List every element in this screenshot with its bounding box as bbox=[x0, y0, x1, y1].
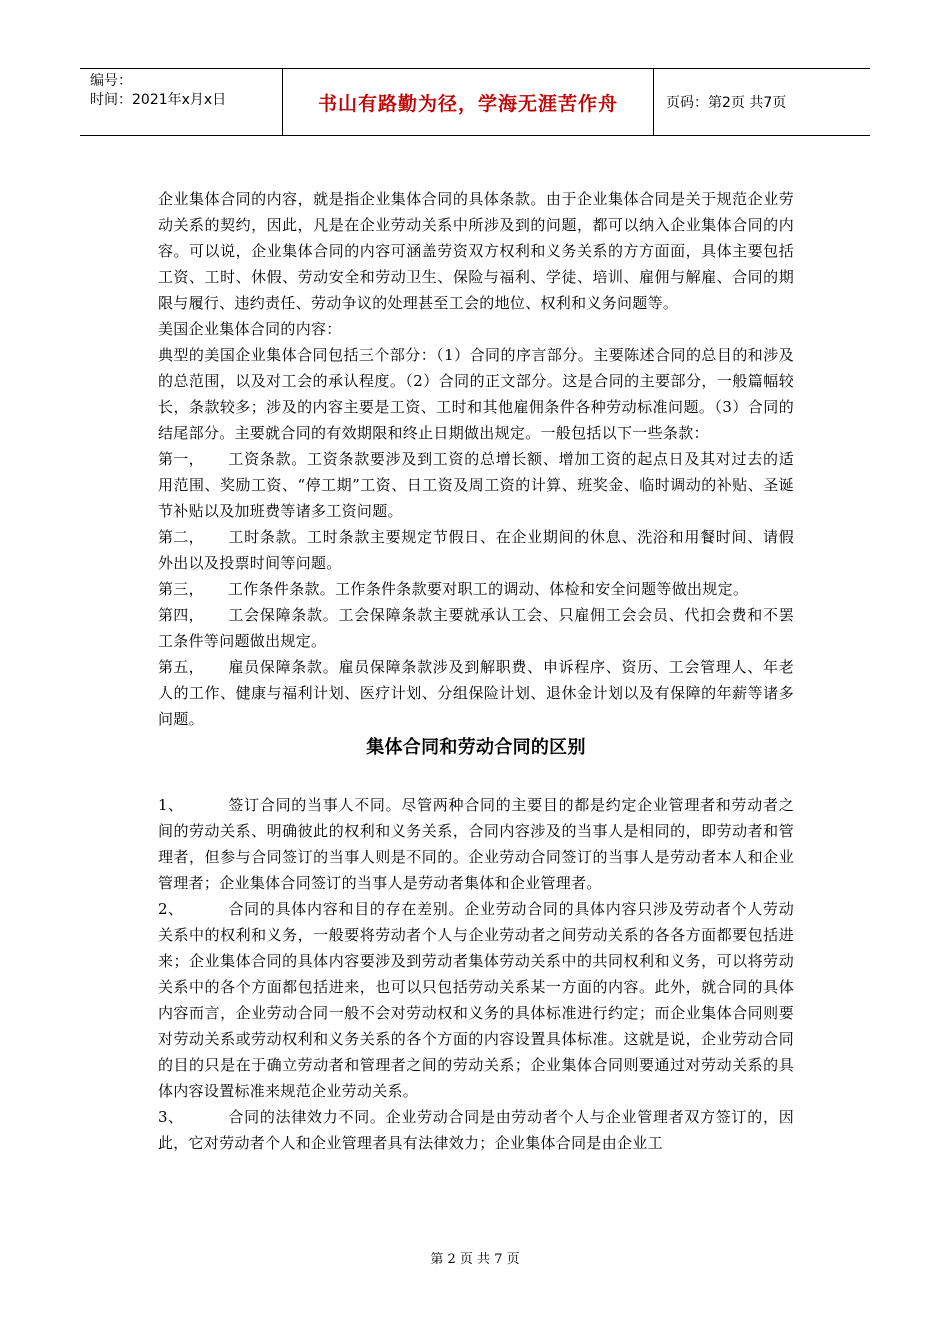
difference-item bbox=[158, 792, 794, 896]
header-number-label: 编号： bbox=[90, 73, 132, 89]
clause-item bbox=[158, 446, 794, 524]
difference-text: 合同的具体内容和目的存在差别。企业劳动合同的具体内容只涉及劳动者个人劳动关系中的权利和义务，一般要将劳动者个人与企业劳动者之间劳动关系的各各方面都要包括进来；企业集体合同的具体内容要涉及到劳动者集体劳动关系中的共同权利和义务，可以将劳动关系中的各个方面都包括进来，也可以只包括劳动关系某一方面的内容。此外，就合同的具体内容而言，企业劳动合同一般不会对劳动权和义务的具体标准进行约定；而企业集体合同则要对劳动关系或劳动权利和义务关系的各个方面的内容设置具体标准。这就是说，企业劳动合同的目的只是在于确立劳动者和管理者之间的劳动关系；企业集体合同则要通过对劳动关系的具体内容设置标准来规范企业劳动关系。 bbox=[158, 900, 794, 1100]
document-header bbox=[80, 68, 870, 136]
difference-item bbox=[158, 896, 794, 1104]
difference-text: 合同的法律效力不同。企业劳动合同是由劳动者个人与企业管理者双方签订的，因此，它对劳动者个人和企业管理者具有法律效力；企业集体合同是由企业工 bbox=[158, 1108, 794, 1152]
difference-label: 3、 bbox=[158, 1108, 184, 1126]
header-page-info: 页码：第2页 共7页 bbox=[666, 95, 787, 111]
clause-label: 第三， bbox=[158, 580, 204, 598]
difference-label: 1、 bbox=[158, 796, 184, 814]
clause-text: 工作条件条款。工作条件条款要对职工的调动、体检和安全问题等做出规定。 bbox=[228, 580, 749, 598]
header-meta bbox=[80, 69, 282, 135]
clause-text: 工资条款。工资条款要涉及到工资的总增长额、增加工资的起点日及其对过去的适用范围、奖励工资、“停工期”工资、日工资及周工资的计算、班奖金、临时调动的补贴、圣诞节补贴以及加班费等诸多工资问题。 bbox=[158, 450, 794, 520]
clause-item bbox=[158, 576, 794, 602]
difference-item bbox=[158, 1104, 794, 1156]
paragraph: 典型的美国企业集体合同包括三个部分：（1）合同的序言部分。主要陈述合同的总目的和涉及的总范围，以及对工会的承认程度。（2）合同的正文部分。这是合同的主要部分，一般篇幅较长，条款较多；涉及的内容主要是工资、工时和其他雇佣条件各种劳动标准问题。（3）合同的结尾部分。主要就合同的有效期限和终止日期做出规定。一般包括以下一些条款： bbox=[158, 346, 794, 442]
difference-text: 签订合同的当事人不同。尽管两种合同的主要目的都是约定企业管理者和劳动者之间的劳动关系、明确彼此的权利和义务关系，合同内容涉及的当事人是相同的，即劳动者和管理者，但参与合同签订的当事人则是不同的。企业劳动合同签订的当事人是劳动者本人和企业管理者；企业集体合同签订的当事人是劳动者集体和企业管理者。 bbox=[158, 796, 794, 892]
clause-text: 雇员保障条款。雇员保障条款涉及到解职费、申诉程序、资历、工会管理人、年老人的工作、健康与福利计划、医疗计划、分组保险计划、退休金计划以及有保障的年薪等诸多问题。 bbox=[158, 658, 794, 728]
clause-item bbox=[158, 602, 794, 654]
clause-label: 第五， bbox=[158, 658, 204, 676]
paragraph: 企业集体合同的内容，就是指企业集体合同的具体条款。由于企业集体合同是关于规范企业劳动关系的契约，因此，凡是在企业劳动关系中所涉及到的问题，都可以纳入企业集体合同的内容。可以说，企业集体合同的内容可涵盖劳资双方权利和义务关系的方方面面，具体主要包括工资、工时、休假、劳动安全和劳动卫生、保险与福利、学徒、培训、雇佣与解雇、合同的期限与履行、违约责任、劳动争议的处理甚至工会的地位、权利和义务问题等。 bbox=[158, 190, 794, 312]
header-time-label: 时间：2021年x月x日 bbox=[90, 92, 227, 108]
clause-text: 工会保障条款。工会保障条款主要就承认工会、只雇佣工会会员、代扣会费和不罢工条件等问题做出规定。 bbox=[158, 606, 794, 650]
page-footer: 第 2 页 共 7 页 bbox=[430, 1252, 520, 1267]
section-heading: 集体合同和劳动合同的区别 bbox=[366, 737, 586, 758]
document-body bbox=[158, 186, 794, 1156]
paragraph: 美国企业集体合同的内容： bbox=[158, 320, 342, 338]
clause-label: 第二， bbox=[158, 528, 204, 546]
clause-item bbox=[158, 524, 794, 576]
clause-item bbox=[158, 654, 794, 732]
clause-label: 第一， bbox=[158, 450, 204, 468]
difference-label: 2、 bbox=[158, 900, 184, 918]
header-motto: 书山有路勤为径，学海无涯苦作舟 bbox=[282, 69, 654, 135]
clause-text: 工时条款。工时条款主要规定节假日、在企业期间的休息、洗浴和用餐时间、请假外出以及投票时间等问题。 bbox=[158, 528, 794, 572]
clause-label: 第四， bbox=[158, 606, 204, 624]
